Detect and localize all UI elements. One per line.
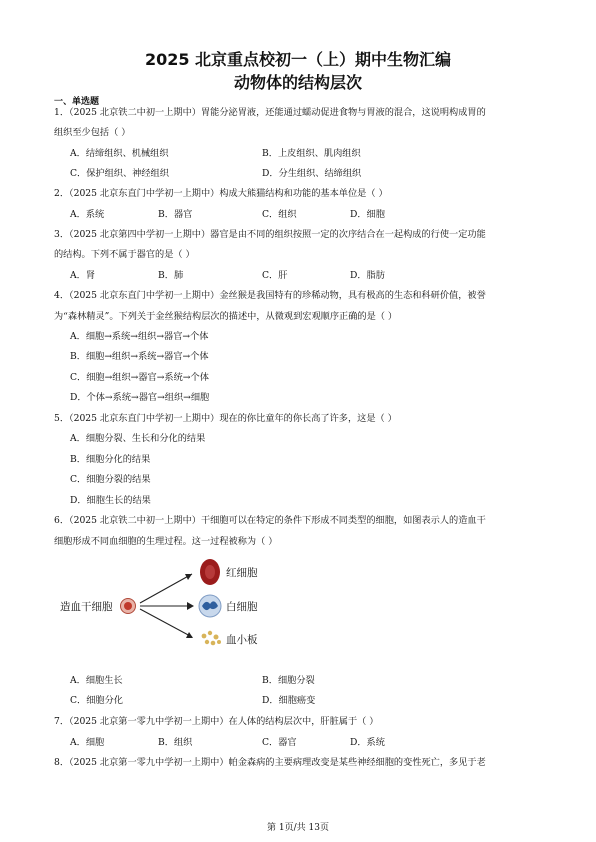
question-2-option-b: B．器官 <box>158 209 193 220</box>
blood-cell-differentiation-diagram <box>60 556 320 656</box>
question-1-line-1: 1．（2025 北京铁二中初一上期中）胃能分泌胃液，还能通过蠕动促进食物与胃液的混合，这说明构成胃的 <box>54 107 486 118</box>
question-6-line-2: 细胞形成不同血细胞的生理过程。这一过程被称为（ ） <box>54 536 278 547</box>
question-3-option-a: A．肾 <box>70 270 96 281</box>
question-1-option-b: B．上皮组织、肌肉组织 <box>262 148 361 159</box>
section-heading: 一、单选题 <box>54 97 100 107</box>
arrow-to-platelet <box>140 609 192 637</box>
question-4-line-2: 为“森林精灵”。下列关于金丝猴结构层次的描述中，从微观到宏观顺序正确的是（ ） <box>54 311 398 322</box>
question-4-option-b: B．细胞→组织→系统→器官→个体 <box>70 351 209 362</box>
question-7-option-c: C．器官 <box>262 737 297 748</box>
question-6-option-a: A．细胞生长 <box>70 675 123 686</box>
question-2-line-1: 2．（2025 北京东直门中学初一上期中）构成大熊猫结构和功能的基本单位是（ ） <box>54 188 388 199</box>
question-5-option-d: D．细胞生长的结果 <box>70 495 151 506</box>
arrow-to-rbc <box>140 574 192 603</box>
platelet-icon <box>202 631 221 646</box>
question-3-option-d: D．脂肪 <box>350 270 385 281</box>
question-7-option-b: B．组织 <box>158 737 193 748</box>
question-7-option-d: D．系统 <box>350 737 385 748</box>
question-2-option-a: A．系统 <box>70 209 105 220</box>
question-2-option-d: D．细胞 <box>350 209 385 220</box>
diagram-target-wbc: 白细胞 <box>226 601 258 613</box>
question-2-option-c: C．组织 <box>262 209 297 220</box>
diagram-target-rbc: 红细胞 <box>226 567 258 579</box>
question-1-option-a: A．结缔组织、机械组织 <box>70 148 169 159</box>
question-3-option-c: C．肝 <box>262 270 288 281</box>
white-blood-cell-icon <box>199 595 221 617</box>
document-title: 2025 北京重点校初一（上）期中生物汇编 <box>144 50 452 69</box>
question-4-option-a: A．细胞→系统→组织→器官→个体 <box>70 331 209 342</box>
question-4-option-c: C．细胞→组织→器官→系统→个体 <box>70 372 209 383</box>
question-5-line-1: 5．（2025 北京东直门中学初一上期中）现在的你比童年的你长高了许多，这是（ ） <box>54 413 397 424</box>
diagram-arrows <box>140 574 194 638</box>
red-blood-cell-icon <box>200 559 220 585</box>
question-6-option-d: D．细胞癌变 <box>262 695 316 706</box>
stem-cell-icon <box>121 599 136 614</box>
question-1-option-c: C．保护组织、神经组织 <box>70 168 169 179</box>
question-5-option-a: A．细胞分裂、生长和分化的结果 <box>70 433 206 444</box>
question-1-line-2: 组织至少包括（ ） <box>54 127 131 138</box>
question-4-line-1: 4．（2025 北京东直门中学初一上期中）金丝猴是我国特有的珍稀动物，具有极高的生态和科研价值，被誉 <box>54 290 486 301</box>
diagram-target-platelet: 血小板 <box>226 634 258 646</box>
question-4-option-d: D．个体→系统→器官→组织→细胞 <box>70 392 210 403</box>
page-footer: 第 1页/共 13页 <box>267 823 329 833</box>
question-8-line-1: 8．（2025 北京第一零九中学初一上期中）帕金森病的主要病理改变是某些神经细胞的变性死亡，多见于老 <box>54 757 486 768</box>
question-6-line-1: 6．（2025 北京铁二中初一上期中）干细胞可以在特定的条件下形成不同类型的细胞，如图表示人的造血干 <box>54 515 486 526</box>
question-7-option-a: A．细胞 <box>70 737 105 748</box>
question-3-option-b: B．肺 <box>158 270 184 281</box>
question-6-option-c: C．细胞分化 <box>70 695 123 706</box>
question-3-line-2: 的结构。下列不属于器官的是（ ） <box>54 249 195 260</box>
question-6-option-b: B．细胞分裂 <box>262 675 315 686</box>
question-5-option-b: B．细胞分化的结果 <box>70 454 151 465</box>
question-5-option-c: C．细胞分裂的结果 <box>70 474 151 485</box>
diagram-source-label: 造血干细胞 <box>60 601 113 613</box>
question-7-line-1: 7．（2025 北京第一零九中学初一上期中）在人体的结构层次中，肝脏属于（ ） <box>54 716 379 727</box>
question-3-line-1: 3．（2025 北京第四中学初一上期中）器官是由不同的组织按照一定的次序结合在一起构成的行使一定功能 <box>54 229 486 240</box>
document-subtitle: 动物体的结构层次 <box>233 73 362 92</box>
question-1-option-d: D．分生组织、结缔组织 <box>262 168 362 179</box>
